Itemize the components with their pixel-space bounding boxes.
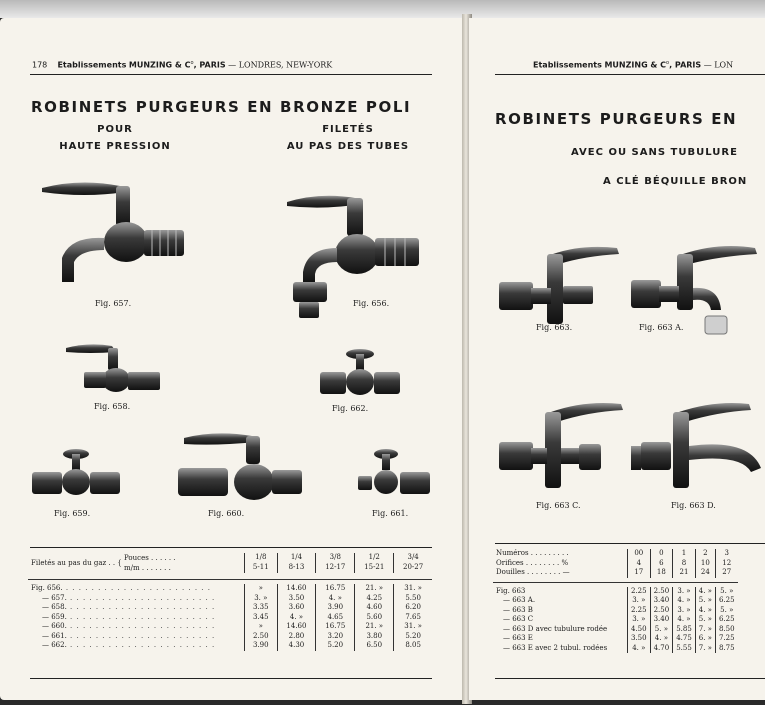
header-rest: — LONDRES, NEW-YORK <box>228 60 333 70</box>
size-header: 1/8 <box>245 553 278 563</box>
douilles-row <box>493 568 738 578</box>
price-cell: 6.25 <box>715 615 737 625</box>
numero-cell: 0 <box>650 549 673 559</box>
caption-fig-663d: Fig. 663 D. <box>671 501 716 510</box>
price-cell: 2.50 <box>245 632 278 642</box>
right-title: ROBINETS PURGEURS EN <box>495 110 738 128</box>
faucet-663c-illustration <box>497 398 627 493</box>
orifice-cell: 12 <box>715 559 737 569</box>
price-cell: 7.25 <box>715 634 737 644</box>
numero-cell: 00 <box>628 549 651 559</box>
mm-header: 20-27 <box>394 563 432 573</box>
numero-cell: 2 <box>695 549 715 559</box>
table-row <box>28 594 432 604</box>
price-cell: 3.20 <box>316 632 355 642</box>
table-row <box>493 615 738 625</box>
faucet-661-illustration <box>356 448 432 502</box>
header-company: MUNZING & C <box>604 60 667 70</box>
price-cell: 3.60 <box>277 603 316 613</box>
price-cell: 4.70 <box>650 644 673 654</box>
orifices-row <box>493 559 738 569</box>
price-cell: 4. » <box>673 615 696 625</box>
price-cell: 16.75 <box>316 622 355 632</box>
left-price-table <box>28 553 432 651</box>
orifice-cell: 4 <box>628 559 651 569</box>
price-cell: 5.85 <box>673 625 696 635</box>
faucet-663d-illustration <box>629 398 765 493</box>
faucet-663-illustration <box>497 240 622 332</box>
caption-fig-658: Fig. 658. <box>94 402 131 411</box>
size-header: 3/8 <box>316 553 355 563</box>
table-top-rule <box>495 543 765 544</box>
price-cell: 4. » <box>695 587 715 597</box>
price-cell: 4. » <box>650 634 673 644</box>
price-cell: 4. » <box>695 606 715 616</box>
header-company: MUNZING & C <box>128 60 191 70</box>
caption-fig-659: Fig. 659. <box>54 509 91 518</box>
price-cell: 3.90 <box>316 603 355 613</box>
unit-mm: m/m <box>124 564 140 572</box>
douilles-label: Douilles . . . . . . . . — <box>496 568 570 576</box>
douille-cell: 27 <box>715 568 737 578</box>
top-edge <box>0 0 765 18</box>
numeros-row <box>493 549 738 559</box>
price-cell: 31. » <box>394 584 432 594</box>
douille-cell: 24 <box>695 568 715 578</box>
table-row <box>493 634 738 644</box>
header-prefix: Etablissements <box>533 60 602 70</box>
price-cell: 3.90 <box>245 641 278 651</box>
row-label: — 663 D avec tubulure rodée <box>503 624 608 633</box>
row-label: Fig. 663 <box>496 586 526 595</box>
orifices-label: Orifices . . . . . . . . % <box>496 558 569 567</box>
row-label: — 660. . . . <box>28 622 245 632</box>
subtitle-left-line1: POUR <box>97 124 133 135</box>
table-row <box>493 606 738 616</box>
header-rule <box>30 74 432 75</box>
price-cell: 5. » <box>715 606 737 616</box>
orifice-cell: 6 <box>650 559 673 569</box>
table-row <box>28 603 432 613</box>
price-cell: 5.20 <box>316 641 355 651</box>
row-label: Fig. 656. . . . <box>28 584 245 594</box>
mm-header: 12-17 <box>316 563 355 573</box>
price-cell: 8.75 <box>715 644 737 654</box>
left-title: ROBINETS PURGEURS EN BRONZE POLI <box>31 98 412 116</box>
orifices-unit: % <box>561 558 569 567</box>
price-cell: 4.25 <box>355 594 394 604</box>
douilles-unit: — <box>562 568 570 576</box>
price-cell: 3.40 <box>650 596 673 606</box>
price-cell: 6.25 <box>715 596 737 606</box>
size-header: 1/2 <box>355 553 394 563</box>
subtitle-left <box>50 124 180 152</box>
price-cell: 7. » <box>695 625 715 635</box>
orifices-label-text: Orifices <box>496 558 524 567</box>
price-cell: 3. » <box>245 594 278 604</box>
header-city: , PARIS <box>669 60 702 70</box>
price-cell: 3. » <box>673 587 696 597</box>
price-cell: 4. » <box>628 644 651 654</box>
table-row <box>28 632 432 642</box>
mm-header: 8-13 <box>277 563 316 573</box>
orifice-cell: 10 <box>695 559 715 569</box>
row-label: — 663 E avec 2 tubul. rodées <box>503 643 608 652</box>
price-cell: 5. » <box>695 615 715 625</box>
table-row <box>28 613 432 623</box>
price-cell: 3. » <box>673 606 696 616</box>
row-label: — 662. . . . <box>28 641 245 651</box>
mm-header: 15-21 <box>355 563 394 573</box>
price-cell: 5.55 <box>673 644 696 654</box>
header-company-sup: o <box>666 60 670 66</box>
price-cell: 3. » <box>628 615 651 625</box>
faucet-659-illustration <box>30 448 122 502</box>
table-row <box>28 584 432 594</box>
table-bottom-rule <box>495 678 765 679</box>
subtitle-right <box>268 124 428 152</box>
price-cell: 2.50 <box>650 587 673 597</box>
caption-fig-656: Fig. 656. <box>353 299 390 308</box>
price-cell: 6.50 <box>355 641 394 651</box>
faucet-658-illustration <box>64 340 164 400</box>
caption-fig-661: Fig. 661. <box>372 509 409 518</box>
price-cell: 4.75 <box>673 634 696 644</box>
table-header-row <box>28 553 432 563</box>
caption-fig-663c: Fig. 663 C. <box>536 501 581 510</box>
price-cell: 14.60 <box>277 622 316 632</box>
faucet-660-illustration <box>176 428 304 508</box>
price-cell: 6.20 <box>394 603 432 613</box>
subtitle-right-line2: AU PAS DES TUBES <box>286 141 410 152</box>
mm-header: 5-11 <box>245 563 278 573</box>
price-cell: 4. » <box>277 613 316 623</box>
right-running-header <box>533 60 733 70</box>
row-label: — 657. . . . <box>28 594 245 604</box>
table-bottom-rule <box>30 678 432 679</box>
left-page <box>0 18 465 700</box>
price-cell: 16.75 <box>316 584 355 594</box>
row-label: — 658. . . . <box>28 603 245 613</box>
price-cell: 4. » <box>316 594 355 604</box>
price-cell: 2.80 <box>277 632 316 642</box>
price-cell: 6. » <box>695 634 715 644</box>
price-cell: 21. » <box>355 622 394 632</box>
price-cell: 3.40 <box>650 615 673 625</box>
row-label: — 663 B <box>503 605 533 614</box>
price-cell: 3.35 <box>245 603 278 613</box>
header-rule <box>495 74 765 75</box>
price-cell: 4.60 <box>355 603 394 613</box>
price-cell: 2.25 <box>628 606 651 616</box>
price-cell: 3.50 <box>628 634 651 644</box>
right-subtitle-1: AVEC OU SANS TUBULURE <box>571 147 738 158</box>
price-cell: 5.20 <box>394 632 432 642</box>
caption-fig-663: Fig. 663. <box>536 323 573 332</box>
faucet-657-illustration <box>40 178 190 288</box>
unit-pouces: Pouces <box>124 554 149 562</box>
table-top-rule <box>30 547 432 548</box>
size-header: 3/4 <box>394 553 432 563</box>
caption-fig-660: Fig. 660. <box>208 509 245 518</box>
price-cell: 5.50 <box>394 594 432 604</box>
row-label: — 663 C <box>503 615 534 623</box>
price-cell: 5. » <box>695 596 715 606</box>
table-row <box>28 641 432 651</box>
price-cell: 4.65 <box>316 613 355 623</box>
price-cell: 5.60 <box>355 613 394 623</box>
table-row <box>493 625 738 635</box>
page-number: 178 <box>32 60 48 70</box>
price-cell: 8.05 <box>394 641 432 651</box>
price-cell: 4. » <box>673 596 696 606</box>
price-cell: » <box>245 622 278 632</box>
table-head-label: Filetés au pas du gaz . . { Pouces . . . . . . m/m . . . . . . . <box>31 554 176 572</box>
price-cell: 4.30 <box>277 641 316 651</box>
price-cell: 7.65 <box>394 613 432 623</box>
douilles-label-text: Douilles <box>496 568 525 576</box>
price-cell: 7. » <box>695 644 715 654</box>
subtitle-right-line1: FILETÉS <box>322 124 374 135</box>
right-page <box>469 18 765 700</box>
price-cell: 2.25 <box>628 587 651 597</box>
price-cell: 2.50 <box>650 606 673 616</box>
numero-cell: 3 <box>715 549 737 559</box>
row-label: — 659. . . . <box>28 613 245 623</box>
price-cell: 5. » <box>650 625 673 635</box>
header-company-sup: o <box>190 60 194 66</box>
caption-fig-663a: Fig. 663 A. <box>639 323 684 332</box>
douille-cell: 17 <box>628 568 651 578</box>
faucet-662-illustration <box>318 348 402 402</box>
caption-fig-657: Fig. 657. <box>95 299 132 308</box>
numeros-label: Numéros . . . . . . . . . <box>496 549 569 557</box>
caption-fig-662: Fig. 662. <box>332 404 369 413</box>
price-cell: 4.50 <box>628 625 651 635</box>
douille-cell: 18 <box>650 568 673 578</box>
price-cell: 31. » <box>394 622 432 632</box>
row-label: — 661. . . . <box>28 632 245 642</box>
table-row <box>28 622 432 632</box>
numero-cell: 1 <box>673 549 696 559</box>
price-cell: » <box>245 584 278 594</box>
numeros-label-text: Numéros <box>496 549 529 557</box>
left-running-header <box>32 60 332 70</box>
table-row <box>493 587 738 597</box>
price-cell: 5. » <box>715 587 737 597</box>
right-subtitle-2: A CLÉ BÉQUILLE BRON <box>603 176 748 187</box>
price-cell: 3.80 <box>355 632 394 642</box>
price-cell: 8.50 <box>715 625 737 635</box>
table-row <box>493 596 738 606</box>
right-price-table <box>493 549 738 653</box>
header-prefix: Etablissements <box>57 60 127 70</box>
price-cell: 3.50 <box>277 594 316 604</box>
orifice-cell: 8 <box>673 559 696 569</box>
header-city: , PARIS <box>193 60 226 70</box>
head-label-text: Filetés au pas du gaz <box>31 559 107 567</box>
subtitle-left-line2: HAUTE PRESSION <box>59 141 171 152</box>
header-rest: — LON <box>703 60 734 70</box>
table-row <box>493 644 738 654</box>
price-cell: 3. » <box>628 596 651 606</box>
row-label: — 663 A. <box>503 596 536 604</box>
row-label: — 663 E <box>503 634 533 642</box>
price-cell: 3.45 <box>245 613 278 623</box>
size-header: 1/4 <box>277 553 316 563</box>
price-cell: 21. » <box>355 584 394 594</box>
douille-cell: 21 <box>673 568 696 578</box>
price-cell: 14.60 <box>277 584 316 594</box>
